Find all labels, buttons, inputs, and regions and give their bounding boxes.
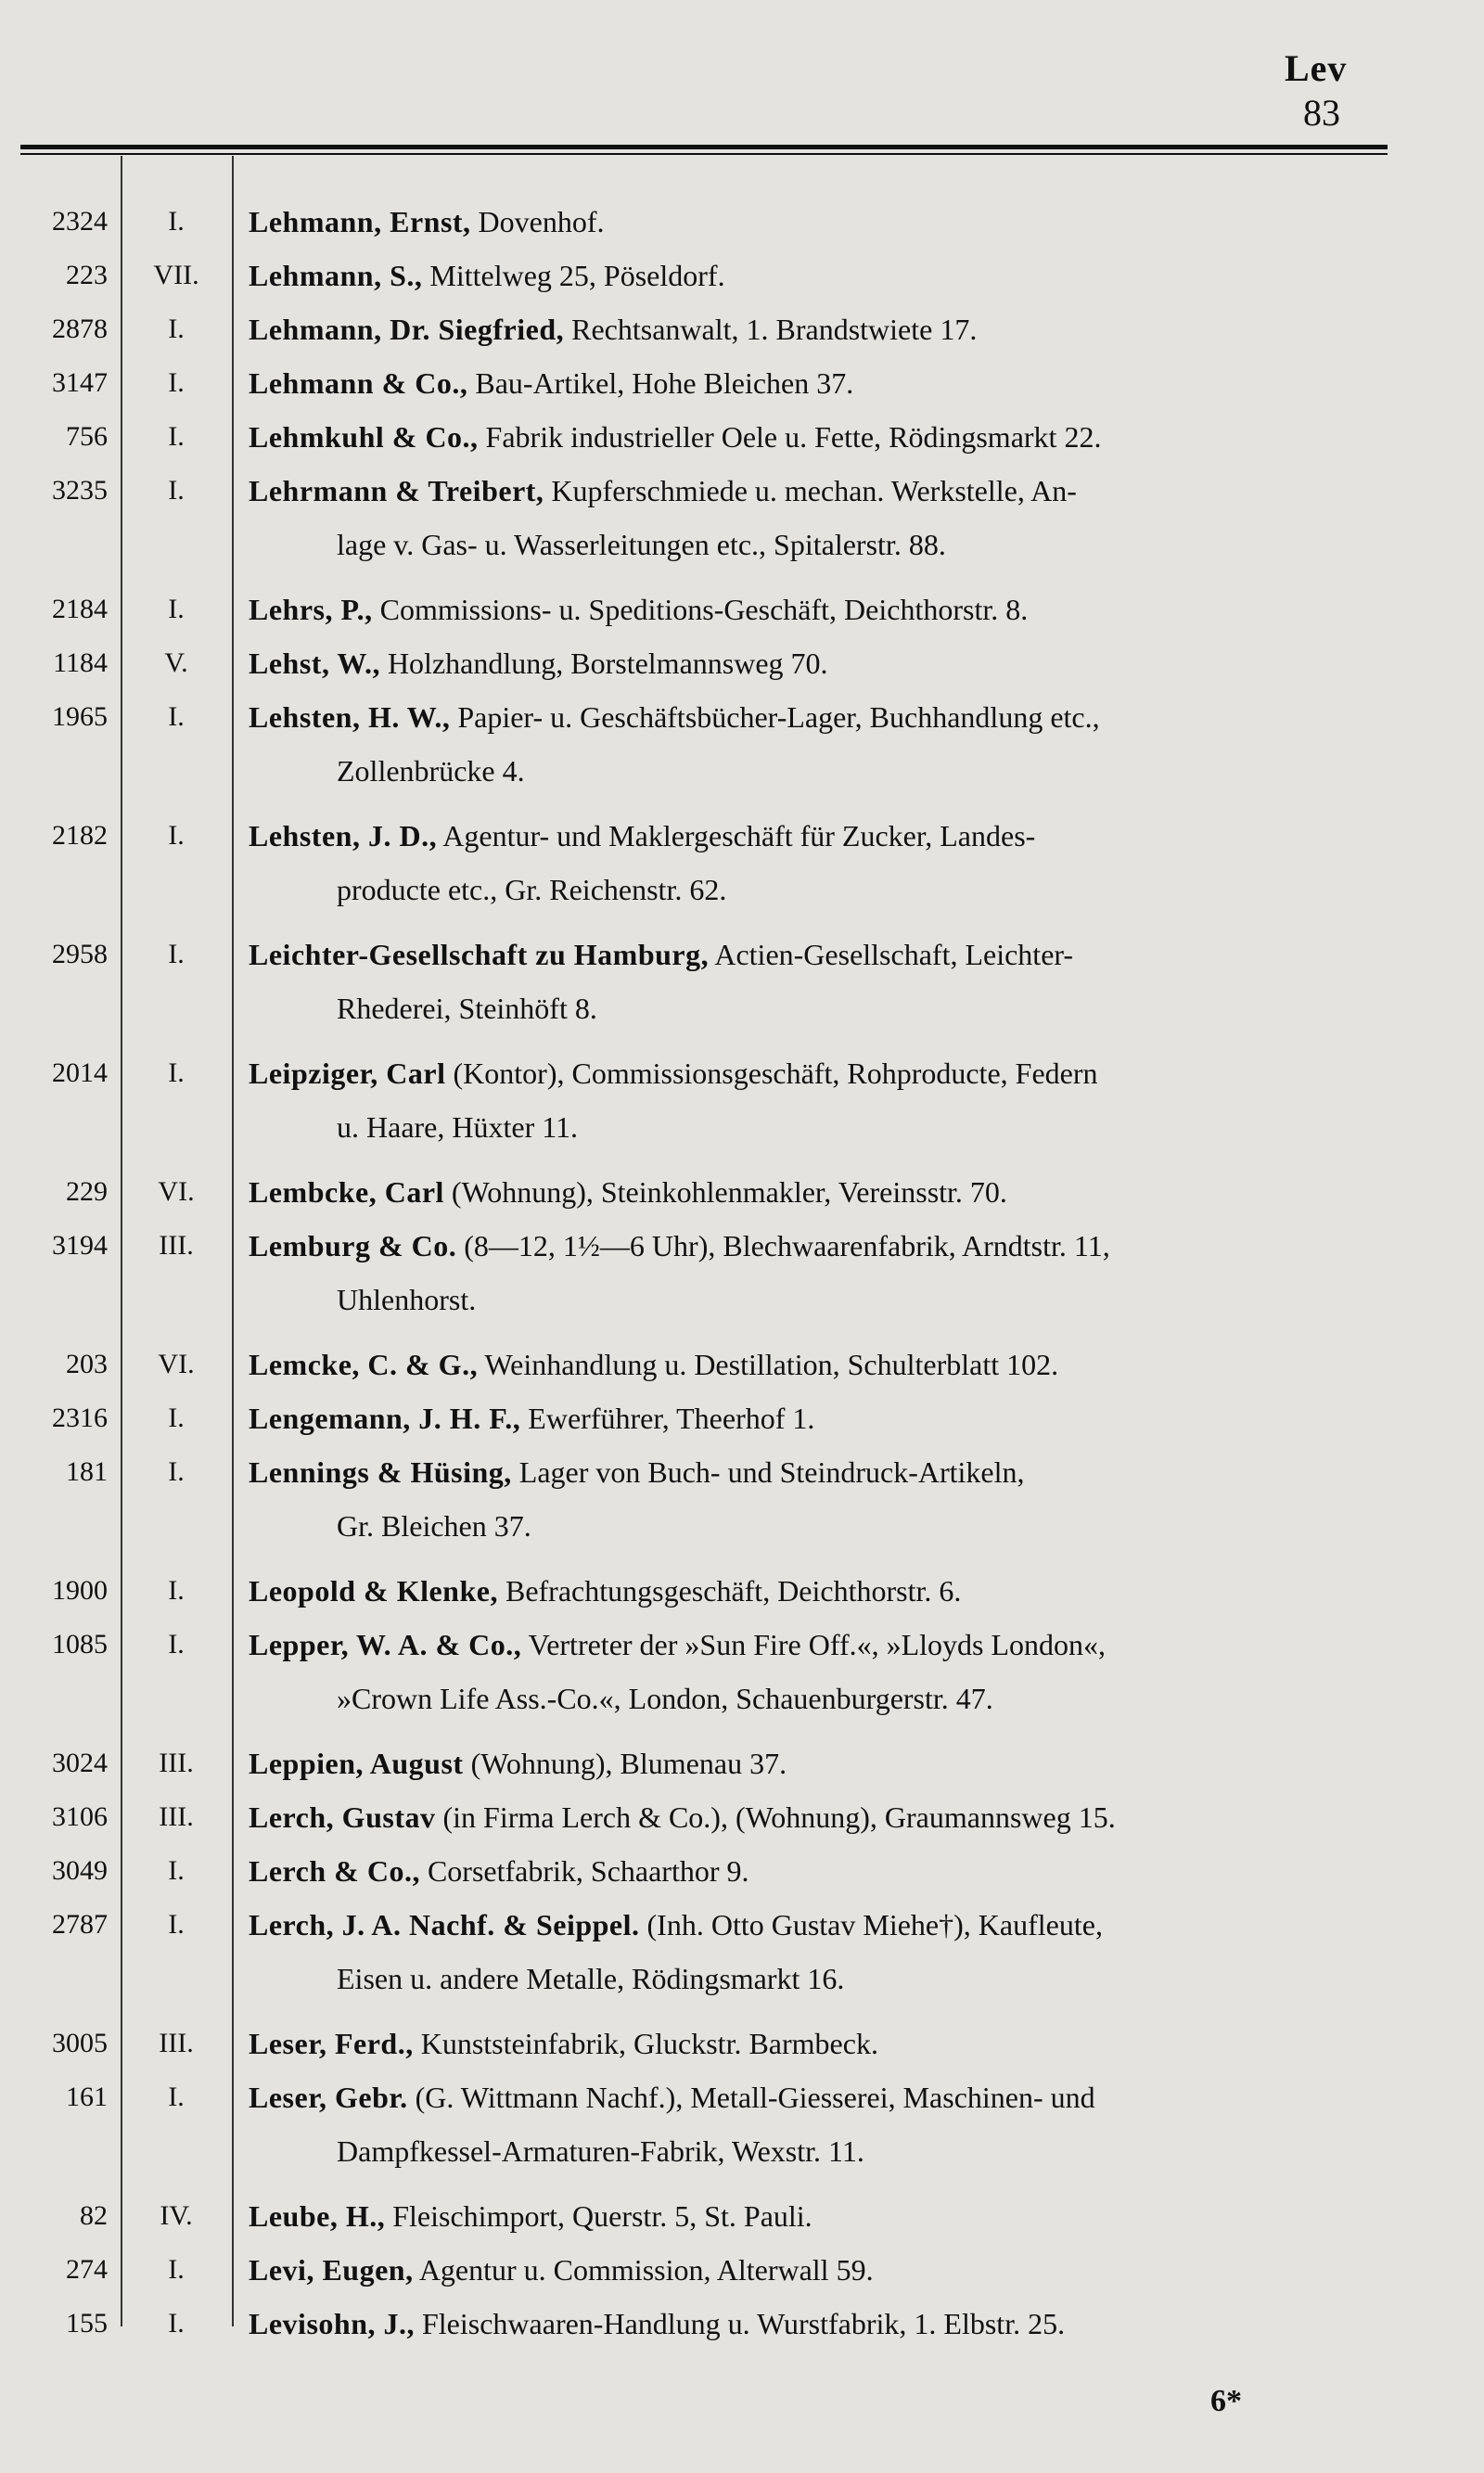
- entry-line1: Vertreter der »Sun Fire Off.«, »Lloyds London«,: [521, 1628, 1107, 1661]
- entry-number: 2324: [52, 206, 108, 237]
- directory-entry: [0, 2017, 1484, 2070]
- entry-district: I.: [168, 1629, 185, 1659]
- entry-text: [249, 1790, 1401, 1844]
- entry-number: 2184: [52, 594, 108, 624]
- entry-line1: (Wohnung), Blumenau 37.: [463, 1747, 787, 1780]
- entry-name: Lehrs, P.,: [249, 593, 373, 626]
- entry-district: I.: [168, 2082, 185, 2112]
- entry-name: Lehmann, S.,: [249, 259, 423, 292]
- entry-name: Lehsten, J. D.,: [249, 819, 438, 852]
- entry-district: I.: [168, 314, 185, 344]
- entry-district: III.: [159, 1230, 194, 1261]
- entry-district: V.: [164, 647, 188, 678]
- directory-entry: [0, 2297, 1484, 2351]
- entry-district: I.: [168, 475, 185, 506]
- entry-text: [249, 410, 1401, 464]
- entry-district: III.: [159, 1748, 194, 1778]
- directory-entry: [0, 2189, 1484, 2243]
- entry-number: 274: [66, 2254, 108, 2285]
- entry-line1: (Inh. Otto Gustav Miehe†), Kaufleute,: [639, 1908, 1103, 1941]
- entry-text: [249, 2017, 1401, 2070]
- entry-number: 3106: [52, 1801, 108, 1832]
- entry-line1: (Wohnung), Steinkohlenmakler, Vereinsstr. 70.: [443, 1175, 1007, 1209]
- entry-text: [249, 2243, 1401, 2297]
- entry-text: [249, 583, 1401, 636]
- entry-number: 2878: [52, 314, 108, 344]
- entry-line2: Zollenbrücke 4.: [337, 754, 525, 788]
- entry-number: 3005: [52, 2028, 108, 2058]
- entry-name: Lengemann, J. H. F.,: [249, 1402, 521, 1435]
- entry-line2: Gr. Bleichen 37.: [337, 1509, 531, 1543]
- page-number: 83: [1303, 92, 1340, 134]
- entry-text: [249, 2297, 1401, 2351]
- entry-district: I.: [168, 1855, 185, 1886]
- entry-district: I.: [168, 367, 185, 398]
- entry-number: 756: [66, 421, 108, 452]
- directory-entry: [0, 1844, 1484, 1898]
- entry-line1: Dovenhof.: [470, 205, 605, 238]
- directory-entry: [0, 809, 1484, 928]
- entry-text: [249, 690, 1401, 798]
- directory-entries: [0, 195, 1484, 2351]
- entry-line2: u. Haare, Hüxter 11.: [337, 1110, 579, 1144]
- entry-line1: (Kontor), Commissionsgeschäft, Rohproducte, Federn: [445, 1057, 1098, 1090]
- entry-line1: (8—12, 1½—6 Uhr), Blechwaarenfabrik, Arndtstr. 11,: [456, 1229, 1110, 1262]
- entry-district: I.: [168, 1575, 185, 1606]
- entry-text: [249, 1219, 1401, 1326]
- directory-entry: [0, 1618, 1484, 1736]
- entry-number: 3024: [52, 1748, 108, 1778]
- entry-name: Lehsten, H. W.,: [249, 700, 451, 734]
- entry-number: 1965: [52, 701, 108, 732]
- entry-district: I.: [168, 820, 185, 851]
- entry-name: Leichter-Gesellschaft zu Hamburg,: [249, 938, 710, 971]
- entry-line1: Corsetfabrik, Schaarthor 9.: [419, 1854, 749, 1888]
- entry-line1: (in Firma Lerch & Co.), (Wohnung), Graumannsweg 15.: [435, 1800, 1116, 1834]
- entry-name: Leser, Gebr.: [249, 2081, 408, 2114]
- entry-text: [249, 195, 1401, 249]
- entry-name: Leser, Ferd.,: [249, 2027, 414, 2060]
- directory-entry: [0, 2070, 1484, 2189]
- directory-entry: [0, 410, 1484, 464]
- entry-name: Leube, H.,: [249, 2199, 386, 2233]
- entry-district: I.: [168, 939, 185, 969]
- directory-entry: [0, 1898, 1484, 2017]
- entry-text: [249, 1391, 1401, 1445]
- entry-number: 181: [66, 1456, 108, 1487]
- entry-district: I.: [168, 701, 185, 732]
- entry-name: Levisohn, J.,: [249, 2307, 415, 2340]
- entry-line1: Rechtsanwalt, 1. Brandstwiete 17.: [564, 313, 978, 346]
- entry-line1: Bau-Artikel, Hohe Bleichen 37.: [467, 366, 854, 400]
- directory-entry: [0, 1445, 1484, 1564]
- entry-text: [249, 809, 1401, 916]
- entry-line1: Actien-Gesellschaft, Leichter-: [709, 938, 1074, 971]
- entry-number: 155: [66, 2308, 108, 2338]
- entry-line2: lage v. Gas- u. Wasserleitungen etc., Spitalerstr. 88.: [337, 528, 946, 561]
- entry-number: 3235: [52, 475, 108, 506]
- entry-number: 2787: [52, 1909, 108, 1940]
- entry-number: 223: [66, 260, 108, 290]
- entry-district: III.: [159, 2028, 194, 2058]
- entry-number: 3147: [52, 367, 108, 398]
- entry-text: [249, 1898, 1401, 2005]
- entry-line2: producte etc., Gr. Reichenstr. 62.: [337, 873, 727, 906]
- entry-district: I.: [168, 2308, 185, 2338]
- entry-line2: »Crown Life Ass.-Co.«, London, Schauenburgerstr. 47.: [337, 1682, 993, 1715]
- entry-text: [249, 356, 1401, 410]
- directory-entry: [0, 1046, 1484, 1165]
- entry-district: I.: [168, 1057, 185, 1088]
- entry-text: [249, 2070, 1401, 2178]
- entry-district: I.: [168, 1456, 185, 1487]
- entry-name: Lennings & Hüsing,: [249, 1455, 512, 1489]
- entry-line2: Dampfkessel-Armaturen-Fabrik, Wexstr. 11.: [337, 2134, 864, 2168]
- directory-entry: [0, 1391, 1484, 1445]
- entry-text: [249, 1165, 1401, 1219]
- entry-district: I.: [168, 1403, 185, 1433]
- entry-name: Lepper, W. A. & Co.,: [249, 1628, 522, 1661]
- entry-text: [249, 1736, 1401, 1790]
- directory-entry: [0, 583, 1484, 636]
- entry-district: VI.: [158, 1349, 195, 1379]
- entry-name: Lerch, Gustav: [249, 1800, 436, 1834]
- directory-entry: [0, 356, 1484, 410]
- entry-text: [249, 1046, 1401, 1154]
- directory-entry: [0, 1219, 1484, 1338]
- directory-entry: [0, 1564, 1484, 1618]
- entry-line1: Commissions- u. Speditions-Geschäft, Deichthorstr. 8.: [372, 593, 1029, 626]
- entry-text: [249, 1338, 1401, 1391]
- directory-entry: [0, 249, 1484, 302]
- directory-entry: [0, 1736, 1484, 1790]
- entry-line1: Lager von Buch- und Steindruck-Artikeln,: [511, 1455, 1025, 1489]
- entry-line2: Eisen u. andere Metalle, Rödingsmarkt 16.: [337, 1962, 845, 1995]
- entry-line1: Mittelweg 25, Pöseldorf.: [422, 259, 725, 292]
- entry-line1: Agentur- und Maklergeschäft für Zucker, Landes-: [437, 819, 1036, 852]
- directory-entry: [0, 302, 1484, 356]
- entry-text: [249, 1445, 1401, 1553]
- entry-name: Lembcke, Carl: [249, 1175, 444, 1209]
- entry-line1: Holzhandlung, Borstelmannsweg 70.: [379, 647, 828, 680]
- entry-number: 1085: [52, 1629, 108, 1659]
- entry-line2: Uhlenhorst.: [337, 1283, 477, 1316]
- directory-entry: [0, 690, 1484, 809]
- entry-number: 3049: [52, 1855, 108, 1886]
- entry-line1: Fleischwaaren-Handlung u. Wurstfabrik, 1. Elbstr. 25.: [414, 2307, 1066, 2340]
- directory-entry: [0, 195, 1484, 249]
- directory-entry: [0, 1165, 1484, 1219]
- entry-name: Lemcke, C. & G.,: [249, 1348, 479, 1381]
- entry-district: I.: [168, 206, 185, 237]
- entry-number: 2014: [52, 1057, 108, 1088]
- entry-line1: Papier- u. Geschäftsbücher-Lager, Buchhandlung etc.,: [450, 700, 1100, 734]
- entry-name: Lehmkuhl & Co.,: [249, 420, 479, 454]
- directory-entry: [0, 464, 1484, 583]
- header-rule-thick: [20, 145, 1388, 149]
- entry-text: [249, 464, 1401, 571]
- entry-name: Leppien, August: [249, 1747, 464, 1780]
- entry-name: Lehmann, Ernst,: [249, 205, 471, 238]
- entry-district: III.: [159, 1801, 194, 1832]
- entry-name: Lerch, J. A. Nachf. & Seippel.: [249, 1908, 640, 1941]
- entry-number: 203: [66, 1349, 108, 1379]
- entry-district: I.: [168, 594, 185, 624]
- entry-name: Leopold & Klenke,: [249, 1574, 498, 1608]
- directory-entry: [0, 1338, 1484, 1391]
- entry-name: Lehmann & Co.,: [249, 366, 468, 400]
- entry-district: VII.: [153, 260, 199, 290]
- entry-text: [249, 928, 1401, 1035]
- entry-name: Lerch & Co.,: [249, 1854, 420, 1888]
- entry-line1: Ewerführer, Theerhof 1.: [520, 1402, 815, 1435]
- entry-line2: Rhederei, Steinhöft 8.: [337, 992, 597, 1025]
- entry-district: VI.: [158, 1176, 195, 1207]
- entry-number: 2182: [52, 820, 108, 851]
- entry-line1: Fabrik industrieller Oele u. Fette, Rödingsmarkt 22.: [478, 420, 1102, 454]
- entry-line1: Befrachtungsgeschäft, Deichthorstr. 6.: [497, 1574, 962, 1608]
- entry-line1: Fleischimport, Querstr. 5, St. Pauli.: [385, 2199, 812, 2233]
- directory-entry: [0, 2243, 1484, 2297]
- entry-text: [249, 2189, 1401, 2243]
- entry-line1: Weinhandlung u. Destillation, Schulterblatt 102.: [478, 1348, 1059, 1381]
- entry-name: Lehmann, Dr. Siegfried,: [249, 313, 565, 346]
- running-head-word: Lev: [1285, 47, 1348, 89]
- entry-text: [249, 636, 1401, 690]
- entry-district: IV.: [160, 2200, 193, 2231]
- directory-entry: [0, 1790, 1484, 1844]
- entry-text: [249, 1844, 1401, 1898]
- entry-number: 1900: [52, 1575, 108, 1606]
- header-rule-thin: [20, 153, 1388, 155]
- entry-line1: Kupferschmiede u. mechan. Werkstelle, An-: [544, 474, 1077, 507]
- entry-text: [249, 302, 1401, 356]
- entry-name: Leipziger, Carl: [249, 1057, 446, 1090]
- entry-number: 3194: [52, 1230, 108, 1261]
- entry-number: 2958: [52, 939, 108, 969]
- entry-line1: Kunststeinfabrik, Gluckstr. Barmbeck.: [413, 2027, 878, 2060]
- entry-text: [249, 249, 1401, 302]
- entry-number: 229: [66, 1176, 108, 1207]
- entry-number: 82: [80, 2200, 108, 2231]
- entry-number: 2316: [52, 1403, 108, 1433]
- entry-text: [249, 1564, 1401, 1618]
- entry-name: Lehrmann & Treibert,: [249, 474, 544, 507]
- directory-entry: [0, 636, 1484, 690]
- entry-number: 1184: [53, 647, 108, 678]
- entry-name: Lemburg & Co.: [249, 1229, 457, 1262]
- entry-line1: (G. Wittmann Nachf.), Metall-Giesserei, Maschinen- und: [407, 2081, 1095, 2114]
- entry-name: Lehst, W.,: [249, 647, 380, 680]
- entry-line1: Agentur u. Commission, Alterwall 59.: [413, 2253, 874, 2287]
- entry-name: Levi, Eugen,: [249, 2253, 414, 2287]
- entry-district: I.: [168, 1909, 185, 1940]
- entry-text: [249, 1618, 1401, 1725]
- signature-mark: 6*: [1210, 2384, 1242, 2418]
- entry-district: I.: [168, 421, 185, 452]
- entry-district: I.: [168, 2254, 185, 2285]
- entry-number: 161: [66, 2082, 108, 2112]
- directory-entry: [0, 928, 1484, 1046]
